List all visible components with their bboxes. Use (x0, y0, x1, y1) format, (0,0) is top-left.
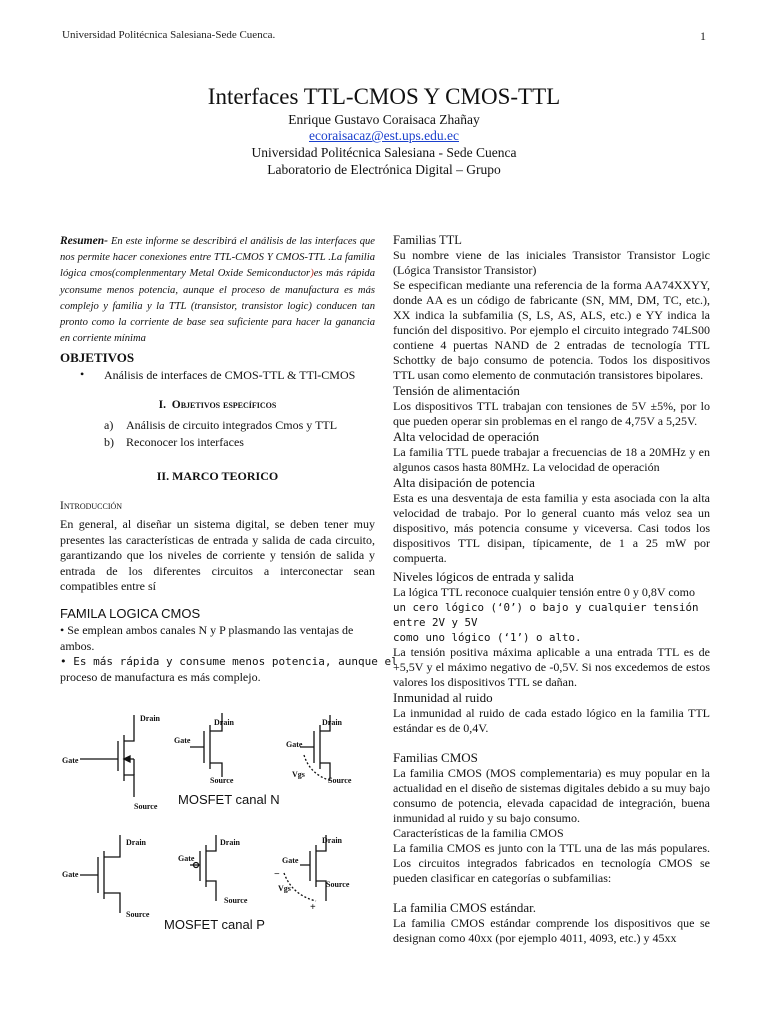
p1-gate-label: Gate (62, 870, 79, 879)
caracteristicas-text: La familia CMOS es junto con la TTL una de las más populares. Los circuitos integrados fabricados en tecnología CMOS se pueden clasificar en categorías o subfamilias: (393, 841, 710, 885)
mosfet-p2-symbol (190, 835, 216, 901)
ttl-heading: Familias TTL (393, 233, 462, 247)
figure-label-n: MOSFET canal N (178, 792, 280, 807)
velocidad-heading: Alta velocidad de operación (393, 429, 540, 444)
p3-drain-label: Drain (322, 836, 342, 845)
abstract (60, 233, 375, 347)
item-a-marker: a) (104, 418, 114, 432)
familias-cmos-heading: Familias CMOS (393, 750, 478, 765)
author-name: Enrique Gustavo Coraisaca Zhañay (288, 112, 480, 127)
n1-gate-label: Gate (62, 756, 79, 765)
niveles-line-1: La lógica TTL reconoce cualquier tensión entre 0 y 0,8V como (393, 585, 696, 599)
caracteristicas-line: Características de la familia CMOS (393, 826, 564, 840)
cmos-bullet-1: • Se emplean ambos canales N y P plasmando las ventajas de ambos. (60, 623, 354, 653)
niveles-heading: Niveles lógicos de entrada y salida (393, 569, 574, 584)
n3-gate-label: Gate (286, 740, 303, 749)
p2-source-label: Source (224, 896, 248, 905)
section-2-heading: II. MARCO TEORICO (156, 469, 279, 483)
mosfet-p1-symbol (80, 835, 120, 913)
cmos-bullet-2a: • Es más rápida y consume menos potencia, aunque el (60, 655, 398, 668)
abstract-text-2: es más rápida yconsume menos potencia, aunque el proceso de manufactura es más complejo y familia y la TTL (transistor, transistor logic) conducen tan pronto como la corriente de base sea suficiente para hacer la ganancia en corriente mínima (60, 268, 375, 345)
n3-source-label: Source (328, 776, 352, 785)
p3-vgs-label: Vgs (278, 884, 291, 893)
cmos-bullet-2b: proceso de manufactura es más complejo. (60, 670, 261, 684)
paper-title: Interfaces TTL-CMOS Y CMOS-TTL (207, 84, 561, 109)
cmos-heading: FAMILA LOGICA CMOS (60, 606, 201, 621)
n2-drain-label: Drain (214, 718, 234, 727)
mosfet-n1-symbol (80, 715, 134, 797)
velocidad-text: La familia TTL puede trabajar a frecuencias de 18 a 20MHz y en algunos casos hasta 80MHz. La velocidad de operación (393, 445, 710, 474)
intro-text: En general, al diseñar un sistema digital, se deben tener muy presentes las características de entrada y salida de cada circuito, garantizando que los niveles de corriente y tensión de salida y entrada de los diferentes circuitos a interconectar sean compatibles entre sí (60, 517, 375, 593)
inmunidad-text: La inmunidad al ruido de cada estado lógico en la familia TTL estándar es de 0,4V. (393, 706, 710, 735)
ttl-paragraph-2: Se especifican mediante una referencia de la forma AA74XXYY, donde AA es un código de fabricante (SN, MM, DM, TC, etc.), XX indica la subfamilia (S, LS, AS, ALS, etc.) e YY indica la función del dispositivo. Por ejemplo el circuito integrado 74LS00 contiene 4 puertas NAND de 2 entradas de tecnología TTL Schottky de bajo consumo de potencia. Todos los dispositivos TTL usan como elemento de conmutación transistores bipolares. (393, 278, 710, 382)
p2-drain-label: Drain (220, 838, 240, 847)
disipacion-heading: Alta disipación de potencia (393, 475, 535, 490)
objetivos-bullet-icon: • (80, 367, 85, 381)
lab-line: Laboratorio de Electrónica Digital – Grupo (267, 162, 501, 177)
university-line: Universidad Politécnica Salesiana - Sede Cuenca (251, 145, 517, 160)
niveles-line-2: un cero lógico (‘0’) o bajo y cualquier tensión entre 2V y 5V (393, 601, 699, 629)
item-a: Análisis de circuito integrados Cmos y TTL (126, 418, 338, 432)
p2-gate-label: Gate (178, 854, 195, 863)
figure-label-p: MOSFET canal P (164, 917, 265, 932)
author-email-link[interactable]: ecoraisacaz@est.ups.edu.ec (309, 128, 459, 143)
cmos-estandar-text: La familia CMOS estándar comprende los dispositivos que se designan como 40xx (por ejemplo 4011, 4093, etc.) y 45xx (393, 916, 710, 945)
objetivos-bullet: Análisis de interfaces de CMOS-TTL & TTl-CMOS (104, 368, 356, 382)
intro-heading: Introducción (60, 500, 123, 512)
familias-cmos-text: La familia CMOS (MOS complementaria) es muy popular en la actualidad en el diseño de sistemas digitales debido a su muy bajo consumo de potencia, elevada capacidad de integración, buena inmunidad al ruido y su bajo consumo. (393, 766, 710, 825)
p3-source-label: Source (326, 880, 350, 889)
n2-source-label: Source (210, 776, 234, 785)
p3-minus-sign: − (274, 869, 280, 880)
ttl-paragraph-1: Su nombre viene de las iniciales Transistor Transistor Logic (Lógica Transistor Transistor) (393, 248, 710, 277)
abstract-text: En este informe se describirá el análisis de las interfaces que nos permite hacer conexiones entre TTL-CMOS Y CMOS-TTL .La familia lógica cmos(complenmentary Metal Oxide Semiconductor (60, 236, 375, 280)
disipacion-text: Esta es una desventaja de esta familia y esta asociada con la alta velocidad de trabajo. Por lo general cuanto más veloz sea un dispositivo, más potencia consume y viceversa. Casi todos los dispositivos TTL disipan, típicamente, de 1 a 25 mW por compuerta. (393, 491, 710, 565)
alimentacion-text: Los dispositivos TTL trabajan con tensiones de 5V ±5%, por lo que pueden operar sin problemas en el rango de 4,75V a 5,25V. (393, 399, 710, 428)
p3-gate-label: Gate (282, 856, 299, 865)
abstract-label: Resumen- (60, 235, 108, 247)
n1-drain-label: Drain (140, 714, 160, 723)
inmunidad-heading: Inmunidad al ruido (393, 690, 493, 705)
n2-gate-label: Gate (174, 736, 191, 745)
section-1-title: Objetivos específicos (171, 399, 277, 411)
n3-vgs-label: Vgs (292, 770, 305, 779)
page-number: 1 (700, 29, 706, 43)
running-header: Universidad Politécnica Salesiana-Sede Cuenca. (62, 29, 276, 41)
n1-source-label: Source (134, 802, 158, 811)
abstract-paren: ) (310, 268, 314, 280)
cmos-estandar-heading: La familia CMOS estándar. (393, 900, 536, 915)
n3-drain-label: Drain (322, 718, 342, 727)
p1-drain-label: Drain (126, 838, 146, 847)
item-b-marker: b) (104, 435, 114, 449)
p3-plus-sign: + (310, 902, 316, 913)
section-1-number: I. (158, 399, 167, 411)
right-column (393, 233, 710, 946)
objetivos-heading: OBJETIVOS (60, 350, 135, 365)
niveles-line-3: como uno lógico (‘1’) o alto. (393, 631, 582, 644)
section-1-heading (60, 399, 375, 411)
mosfet-figure (60, 705, 380, 945)
niveles-paragraph-2: La tensión positiva máxima aplicable a una entrada TTL es de +5,5V y el máximo negativo de -0,5V. Si nos excedemos de estos valores los dispositivos TTL se dañan. (393, 645, 710, 689)
alimentacion-heading: Tensión de alimentación (393, 383, 520, 398)
p1-source-label: Source (126, 910, 150, 919)
item-b: Reconocer los interfaces (126, 435, 244, 449)
